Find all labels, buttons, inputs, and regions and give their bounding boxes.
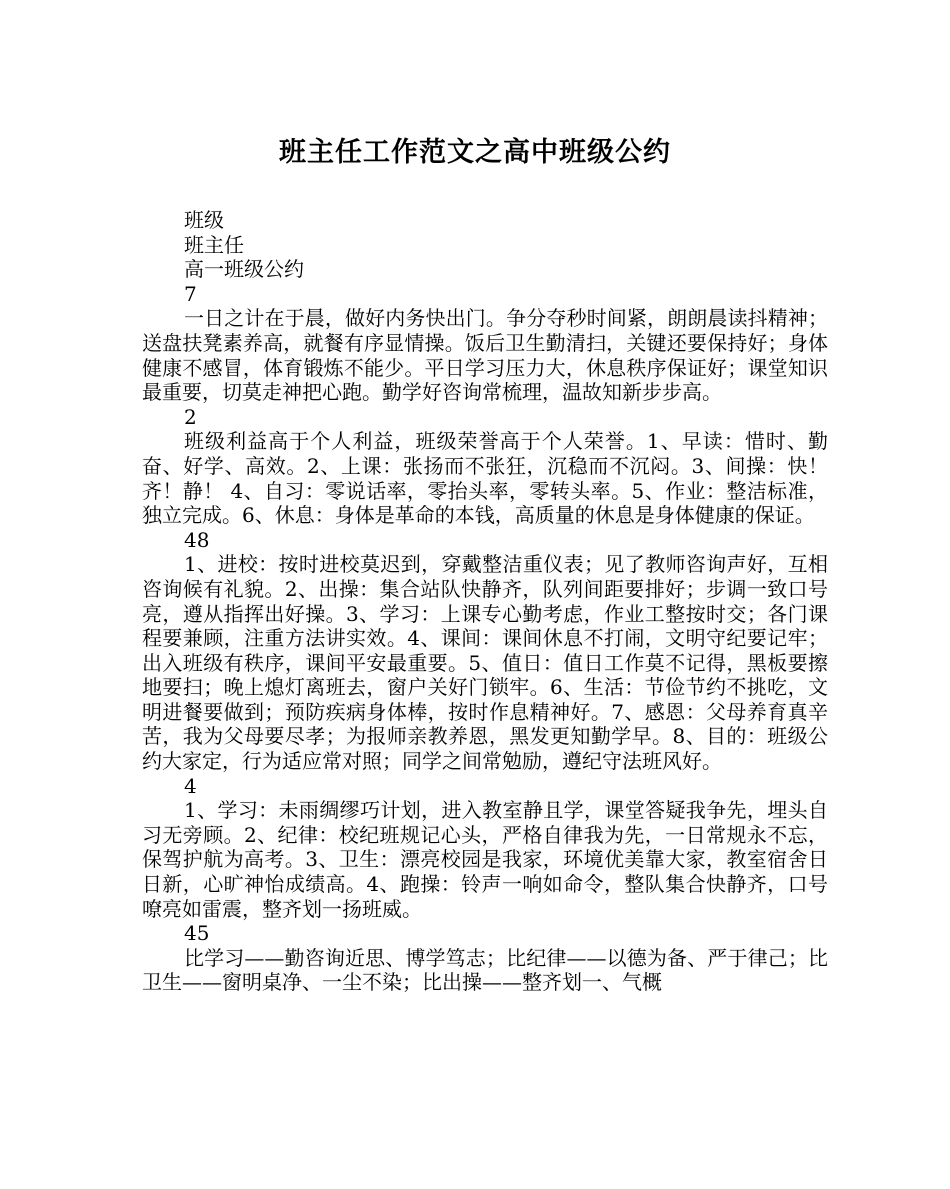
section-number: 2 [184,404,197,429]
paragraph: 一日之计在于晨，做好内务快出门。争分夺秒时间紧，朗朗晨读抖精神；送盘扶凳素养高，就餐有序显情操。饭后卫生勤清扫，关键还要保持好；身体健康不感冒，体育锻炼不能少。平日学习压力大，休息秩序保证好；课堂知识最重要，切莫走神把心跑。勤学好咨询常梳理，温故知新步步高。 [142,306,828,405]
paragraph: 比学习——勤咨询近思、博学笃志；比纪律——以德为备、严于律己；比卫生——窗明桌净、一尘不染；比出操——整齐划一、气概 [142,945,828,995]
document-title: 班主任工作范文之高中班级公约 [279,137,671,168]
paragraph: 班级利益高于个人利益，班级荣誉高于个人荣誉。1、早读：惜时、勤奋、好学、高效。2、上课：张扬而不张狂，沉稳而不沉闷。3、间操：快！齐！静！ 4、自习：零说话率，零抬头率，零转头率。5、作业：整洁标准，独立完成。6、休息：身体是革命的本钱，高质量的休息是身体健康的保证。 [142,429,828,528]
section-number: 7 [184,281,197,306]
heading-line-covenant: 高一班级公约 [184,257,304,282]
paragraph: 1、进校：按时进校莫迟到，穿戴整洁重仪表；见了教师咨询声好，互相咨询候有礼貌。2、出操：集合站队快静齐，队列间距要排好；步调一致口号亮，遵从指挥出好操。3、学习：上课专心勤考虑，作业工整按时交；各门课程要兼顾，注重方法讲实效。4、课间：课间休息不打闹，文明守纪要记牢；出入班级有秩序，课间平安最重要。5、值日：值日工作莫不记得，黑板要擦地要扫；晚上熄灯离班去，窗户关好门锁牢。6、生活：节俭节约不挑吃，文明进餐要做到；预防疾病身体棒，按时作息精神好。7、感恩：父母养育真辛苦，我为父母要尽孝；为报师亲教养恩，黑发更知勤学早。8、目的：班级公约大家定，行为适应常对照；同学之间常勉励，遵纪守法班风好。 [142,552,828,774]
section-number: 48 [184,527,210,552]
heading-line-class: 班级 [184,208,224,232]
section-number: 45 [184,921,210,946]
section-number: 4 [184,773,197,798]
document-body [142,208,828,995]
paragraph: 1、学习：未雨绸缪巧计划，进入教室静且学，课堂答疑我争先，埋头自习无旁顾。2、纪律：校纪班规记心头，严格自律我为先，一日常规永不忘，保驾护航为高考。3、卫生：漂亮校园是我家，环境优美靠大家，教室宿舍日日新，心旷神怡成绩高。4、跑操：铃声一响如命令，整队集合快静齐，口号嘹亮如雷震，整齐划一扬班威。 [142,798,828,921]
heading-line-teacher: 班主任 [184,232,244,257]
